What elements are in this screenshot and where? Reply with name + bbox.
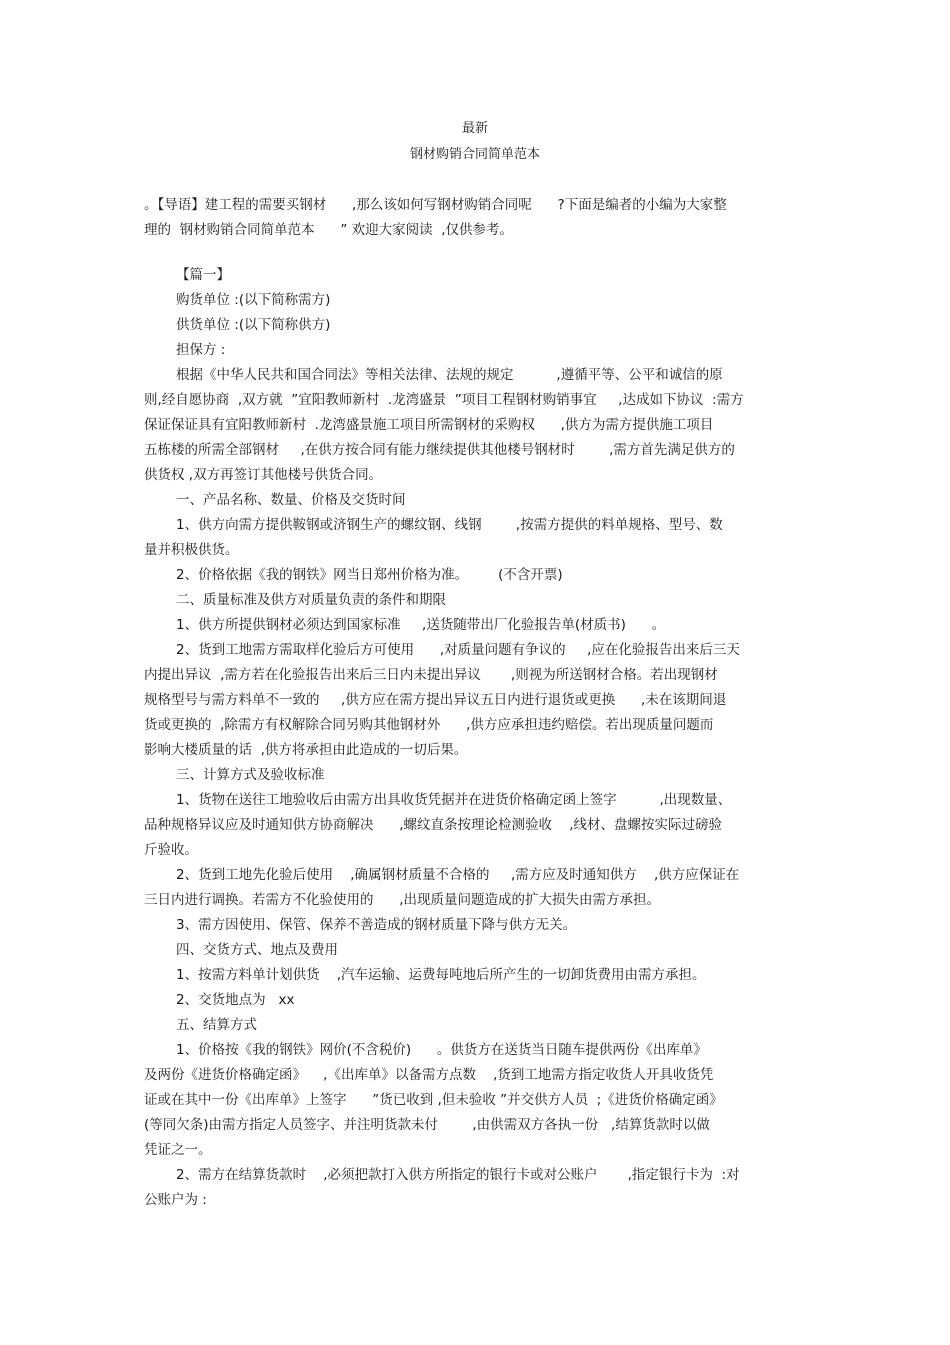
paragraph-start-line (144, 938, 814, 963)
blank-line (144, 243, 814, 263)
paragraph-start-line (144, 863, 814, 888)
paragraph-line (144, 413, 814, 438)
paragraph-start-line (144, 788, 814, 813)
line-text: 根据《中华人民共和国合同法》等相关法律、法规的规定 ,遵循平等、公平和诚信的原 (176, 367, 723, 383)
line-text: 证或在其中一份《出库单》上签字 ”货已收到 ,但未验收 ”并交供方人员 ;《进货价格确定函》 (144, 1092, 723, 1108)
line-text: 理的 钢材购销合同简单范本 ” 欢迎大家阅读 ,仅供参考。 (144, 222, 513, 238)
line-text: 保证保证具有宜阳教师新村 .龙湾盛景施工项目所需钢材的采购权 ,供方为需方提供施工项目 (144, 417, 714, 433)
line-text: 量并积极供货。 (144, 542, 239, 558)
line-text: 2、交货地点为 xx (176, 992, 295, 1008)
line-text: 五、结算方式 (176, 1017, 257, 1033)
line-text: 五栋楼的所需全部钢材 ,在供方按合同有能力继续提供其他楼号钢材时 ,需方首先满足供方的 (144, 442, 735, 458)
line-text: 影响大楼质量的话 ,供方将承担由此造成的一切后果。 (144, 742, 468, 758)
paragraph-start-line (144, 1013, 814, 1038)
line-text: 公账户为 : (144, 1192, 207, 1208)
paragraph-start-line (144, 638, 814, 663)
paragraph-line (144, 1138, 814, 1163)
paragraph-line (144, 813, 814, 838)
paragraph-line (144, 438, 814, 463)
line-text: 供货权 ,双方再签订其他楼号供货合同。 (144, 467, 383, 483)
line-text: 及两份《进货价格确定函》 ,《出库单》以备需方点数 ,货到工地需方指定收货人开具收货凭 (144, 1067, 714, 1083)
document-title-line-1: 最新 (461, 121, 488, 136)
line-text: 则,经自愿协商 ,双方就 ”宜阳教师新村 .龙湾盛景 ”项目工程钢材购销事宜 ,达成如下协议 :需方 (144, 392, 744, 408)
document-body (144, 193, 814, 1213)
paragraph-start-line (144, 513, 814, 538)
line-text: 2、货到工地先化验后使用 ,确属钢材质量不合格的 ,需方应及时通知供方 ,供方应保证在 (176, 867, 740, 883)
line-text: (等同欠条)由需方指定人员签字、并注明货款未付 ,由供需双方各执一份 ,结算货款时以做 (144, 1117, 710, 1133)
paragraph-start-line (144, 913, 814, 938)
line-text: 规格型号与需方料单不一致的 ,供方应在需方提出异议五日内进行退货或更换 ,未在该期间退 (144, 692, 727, 708)
paragraph-start-line (144, 613, 814, 638)
line-text: 三、计算方式及验收标准 (176, 767, 325, 783)
paragraph-line (144, 388, 814, 413)
line-text: 【篇一】 (176, 267, 230, 283)
paragraph-start-line (144, 488, 814, 513)
paragraph-line (144, 1113, 814, 1138)
line-text: 担保方 : (176, 342, 226, 358)
paragraph-line (144, 463, 814, 488)
paragraph-start-line (144, 988, 814, 1013)
paragraph-line (144, 838, 814, 863)
line-text: 内提出异议 ,需方若在化验报告出来后三日内未提出异议 ,则视为所送钢材合格。若出现钢材 (144, 667, 718, 683)
paragraph-line (144, 1088, 814, 1113)
line-text: 品种规格异议应及时通知供方协商解决 ,螺纹直条按理论检测验收 ,线材、盘螺按实际过磅验 (144, 817, 722, 833)
paragraph-start-line (144, 563, 814, 588)
line-text: 2、价格依据《我的钢铁》网当日郑州价格为准。 (不含开票) (176, 567, 563, 583)
paragraph-line (144, 738, 814, 763)
line-text: 1、按需方料单计划供货 ,汽车运输、运费每吨地后所产生的一切卸货费用由需方承担。 (176, 967, 706, 983)
paragraph-start-line (144, 363, 814, 388)
line-text: 货或更换的 ,除需方有权解除合同另购其他钢材外 ,供方应承担违约赔偿。若出现质量问题而 (144, 717, 714, 733)
line-text: 1、供方所提供钢材必须达到国家标准 ,送货随带出厂化验报告单(材质书) 。 (176, 617, 666, 633)
line-text: 供货单位 :(以下简称供方) (176, 317, 331, 333)
paragraph-line (144, 888, 814, 913)
paragraph-line (144, 1063, 814, 1088)
paragraph-start-line (144, 963, 814, 988)
paragraph-start-line (144, 1038, 814, 1063)
line-text: 2、需方在结算货款时 ,必须把款打入供方所指定的银行卡或对公账户 ,指定银行卡为 :对 (176, 1167, 740, 1183)
line-text: 三日内进行调换。若需方不化验使用的 ,出现质量问题造成的扩大损失由需方承担。 (144, 892, 661, 908)
line-text: 1、货物在送往工地验收后由需方出具收货凭据并在进货价格确定函上签字 ,出现数量、 (176, 792, 732, 808)
paragraph-line (144, 713, 814, 738)
document-title-line-2: 钢材购销合同简单范本 (409, 147, 540, 162)
line-text: 斤验收。 (144, 842, 198, 858)
paragraph-start-line (144, 263, 814, 288)
paragraph-start-line (144, 588, 814, 613)
line-text: 购货单位 :(以下简称需方) (176, 292, 331, 308)
paragraph-start-line (144, 1163, 814, 1188)
paragraph-line (144, 1188, 814, 1213)
paragraph-line (144, 218, 814, 243)
line-text: 3、需方因使用、保管、保养不善造成的钢材质量下降与供方无关。 (176, 917, 577, 933)
line-text: 2、货到工地需方需取样化验后方可使用 ,对质量问题有争议的 ,应在化验报告出来后三天 (176, 642, 740, 658)
line-text: 1、供方向需方提供鞍钢或济钢生产的螺纹钢、线钢 ,按需方提供的料单规格、型号、数 (176, 517, 723, 533)
line-text: 四、交货方式、地点及费用 (176, 942, 338, 958)
line-text: 二、质量标准及供方对质量负责的条件和期限 (176, 592, 446, 608)
paragraph-start-line (144, 338, 814, 363)
paragraph-line (144, 193, 814, 218)
paragraph-start-line (144, 763, 814, 788)
line-text: 凭证之一。 (144, 1142, 212, 1158)
paragraph-line (144, 688, 814, 713)
paragraph-start-line (144, 288, 814, 313)
paragraph-line (144, 663, 814, 688)
paragraph-start-line (144, 313, 814, 338)
line-text: 1、价格按《我的钢铁》网价(不含税价) 。供货方在送货当日随车提供两份《出库单》 (176, 1042, 707, 1058)
line-text: 一、产品名称、数量、价格及交货时间 (176, 492, 406, 508)
paragraph-line (144, 538, 814, 563)
line-text: 。【导语】建工程的需要买钢材 ,那么该如何写钢材购销合同呢 ?下面是编者的小编为大家整 (144, 197, 727, 213)
